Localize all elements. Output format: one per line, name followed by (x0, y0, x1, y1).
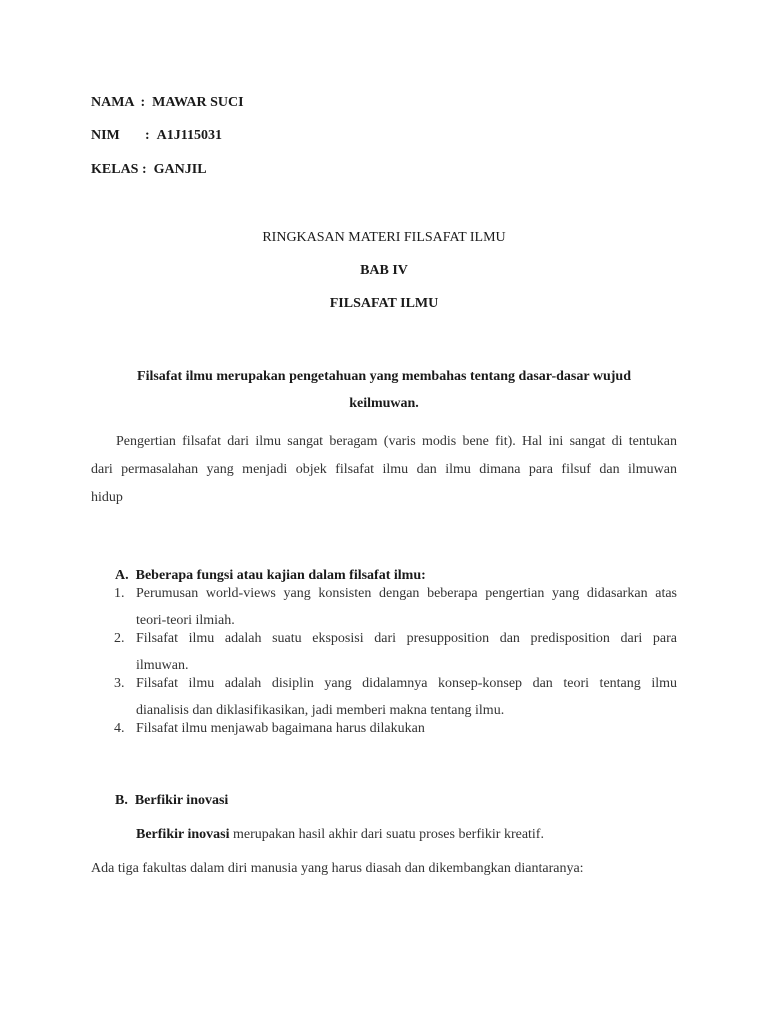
kelas-label: KELAS (91, 162, 139, 177)
title-line-3: FILSAFAT ILMU (329, 296, 439, 311)
definition-line-2: keilmuwan. (349, 396, 419, 411)
nim-label: NIM (91, 128, 120, 143)
list-item-line: ilmuwan. (136, 658, 189, 673)
list-item-number: 2. (114, 631, 125, 646)
intro-line-3: hidup (91, 490, 123, 505)
section-a-heading (115, 567, 426, 585)
list-item-line: Filsafat ilmu adalah suatu eksposisi dari presupposition dan predisposition dari para (136, 631, 677, 646)
list-item-line: Filsafat ilmu menjawab bagaimana harus dilakukan (136, 721, 425, 736)
list-item-line: dianalisis dan diklasifikasikan, jadi memberi makna tentang ilmu. (136, 703, 505, 718)
section-b-paragraph-rest: merupakan hasil akhir dari suatu proses berfikir kreatif. (229, 827, 544, 842)
closing-line: Ada tiga fakultas dalam diri manusia yang harus diasah dan dikembangkan diantaranya: (91, 861, 584, 876)
nim-value: A1J115031 (156, 128, 223, 143)
kelas-value: GANJIL (153, 162, 207, 177)
section-a-title: Beberapa fungsi atau kajian dalam filsafat ilmu: (135, 568, 426, 583)
section-b-title: Berfikir inovasi (134, 793, 229, 808)
section-b-heading (115, 792, 228, 810)
intro-line-2: dari permasalahan yang menjadi objek filsafat ilmu dan ilmu dimana para filsuf dan ilmuwan (91, 462, 677, 477)
nama-label: NAMA (91, 95, 135, 110)
identity-kelas: KELAS : GANJIL (91, 162, 207, 177)
section-b-paragraph (136, 826, 544, 844)
section-b-marker: B. (115, 793, 128, 808)
identity-nama: NAMA : MAWAR SUCI (91, 95, 244, 110)
list-item-number: 1. (114, 586, 125, 601)
list-item-line: teori-teori ilmiah. (136, 613, 235, 628)
nama-value: MAWAR SUCI (152, 95, 244, 110)
section-a-marker: A. (115, 568, 129, 583)
title-line-1: RINGKASAN MATERI FILSAFAT ILMU (262, 230, 506, 245)
list-item-number: 3. (114, 676, 125, 691)
definition-line-1: Filsafat ilmu merupakan pengetahuan yang membahas tentang dasar-dasar wujud (137, 369, 631, 384)
list-item-line: Perumusan world-views yang konsisten dengan beberapa pengertian yang didasarkan atas (136, 586, 677, 601)
title-line-2: BAB IV (360, 263, 408, 278)
intro-line-1: Pengertian filsafat dari ilmu sangat beragam (varis modis bene fit). Hal ini sangat di tentukan (116, 434, 677, 449)
list-item-number: 4. (114, 721, 125, 736)
list-item-line: Filsafat ilmu adalah disiplin yang didalamnya konsep-konsep dan teori tentang ilmu (136, 676, 677, 691)
section-b-paragraph-bold: Berfikir inovasi (136, 827, 230, 842)
identity-nim: NIM : A1J115031 (91, 128, 223, 143)
